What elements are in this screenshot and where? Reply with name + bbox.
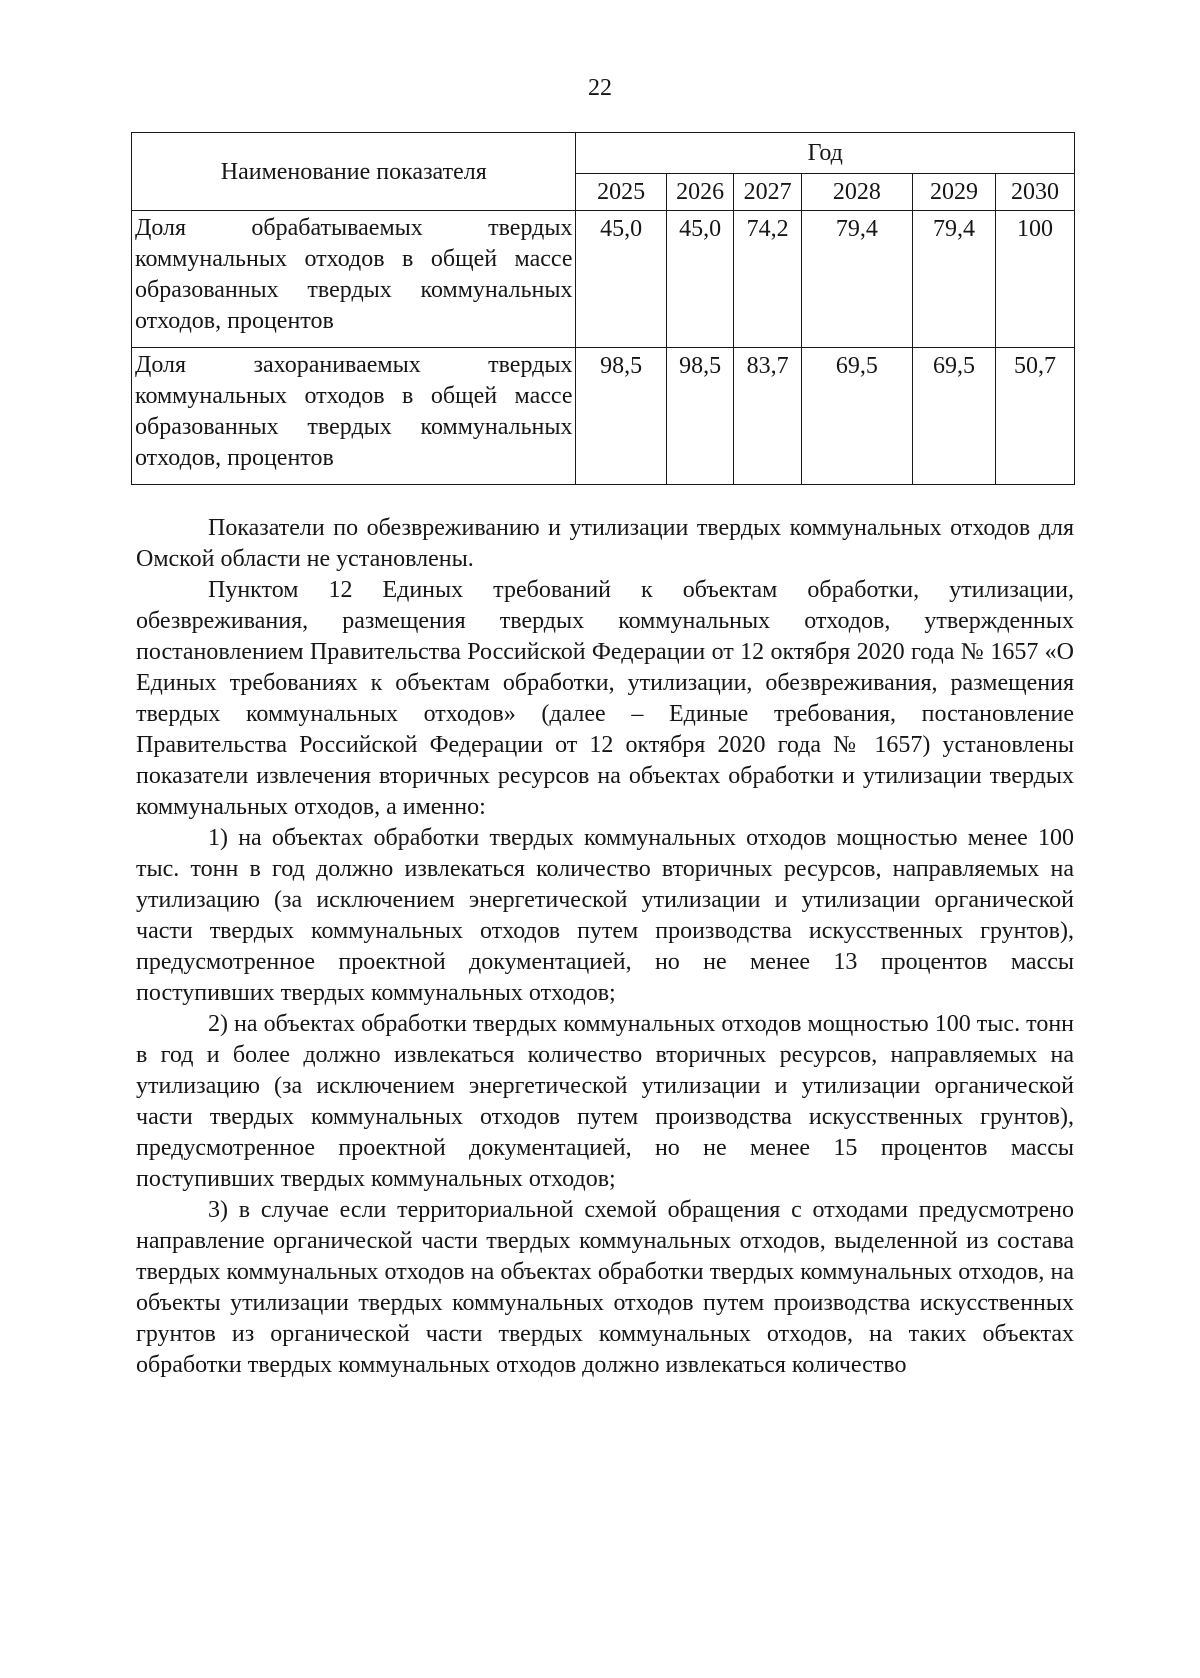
row-processed-value-2028: 79,4 xyxy=(801,211,912,348)
paragraph-item-2: 2) на объектах обработки твердых коммунальных отходов мощностью 100 тыс. тонн в год и более должно извлекаться количество вторичных ресурсов, направляемых на утилизацию (за исключением энергетической утилизации и утилизации органической части твердых коммунальных отходов путем производства искусственных грунтов), предусмотренное проектной документацией, но не менее 15 процентов массы поступивших твердых коммунальных отходов; xyxy=(136,1011,1074,1192)
paragraph-neutralization-note: Показатели по обезвреживанию и утилизации твердых коммунальных отходов для Омской области не установлены. xyxy=(136,515,1074,572)
row-landfilled-value-2025: 98,5 xyxy=(576,348,666,485)
paragraph-item-1: 1) на объектах обработки твердых коммунальных отходов мощностью менее 100 тыс. тонн в год должно извлекаться количество вторичных ресурсов, направляемых на утилизацию (за исключением энергетической утилизации и утилизации органической части твердых коммунальных отходов путем производства искусственных грунтов), предусмотренное проектной документацией, но не менее 13 процентов массы поступивших твердых коммунальных отходов; xyxy=(136,825,1074,1006)
row-processed-value-2026: 45,0 xyxy=(666,211,734,348)
row-processed-value-2030: 100 xyxy=(996,211,1075,348)
row-processed-share-name: Доля обрабатываемых твердых коммунальных отходов в общей массе образованных твердых коммунальных отходов, процентов xyxy=(132,211,576,348)
header-year-2029: 2029 xyxy=(912,174,995,211)
indicators-table xyxy=(131,132,1075,485)
header-year-2026: 2026 xyxy=(666,174,734,211)
paragraph-item-3: 3) в случае если территориальной схемой обращения с отходами предусмотрено направление органической части твердых коммунальных отходов, выделенной из состава твердых коммунальных отходов на объектах обработки твердых коммунальных отходов, на объекты утилизации твердых коммунальных отходов путем производства искусственных грунтов из органической части твердых коммунальных отходов, на таких объектах обработки твердых коммунальных отходов должно извлекаться количество xyxy=(136,1197,1074,1378)
row-processed-value-2025: 45,0 xyxy=(576,211,666,348)
row-landfilled-value-2027: 83,7 xyxy=(734,348,802,485)
row-processed-value-2027: 74,2 xyxy=(734,211,802,348)
paragraph-unified-requirements: Пунктом 12 Единых требований к объектам обработки, утилизации, обезвреживания, размещения твердых коммунальных отходов, утвержденных постановлением Правительства Российской Федерации от 12 октября 2020 года № 1657 «О Единых требованиях к объектам обработки, утилизации, обезвреживания, размещения твердых коммунальных отходов» (далее – Единые требования, постановление Правительства Российской Федерации от 12 октября 2020 года № 1657) установлены показатели извлечения вторичных ресурсов на объектах обработки и утилизации твердых коммунальных отходов, а именно: xyxy=(136,577,1074,820)
row-landfilled-value-2028: 69,5 xyxy=(801,348,912,485)
header-year-2030: 2030 xyxy=(996,174,1075,211)
table-header-row xyxy=(132,133,1075,174)
body-text xyxy=(136,513,1074,1381)
row-landfilled-value-2030: 50,7 xyxy=(996,348,1075,485)
row-processed-value-2029: 79,4 xyxy=(912,211,995,348)
table-row xyxy=(132,211,1075,348)
header-indicator-name: Наименование показателя xyxy=(132,133,576,211)
row-landfilled-value-2026: 98,5 xyxy=(666,348,734,485)
header-year-2027: 2027 xyxy=(734,174,802,211)
header-year: Год xyxy=(576,133,1075,174)
header-year-2028: 2028 xyxy=(801,174,912,211)
row-landfilled-share-name: Доля захораниваемых твердых коммунальных отходов в общей массе образованных твердых коммунальных отходов, процентов xyxy=(132,348,576,485)
row-landfilled-value-2029: 69,5 xyxy=(912,348,995,485)
table-row xyxy=(132,348,1075,485)
header-year-2025: 2025 xyxy=(576,174,666,211)
page-number: 22 xyxy=(588,75,612,101)
